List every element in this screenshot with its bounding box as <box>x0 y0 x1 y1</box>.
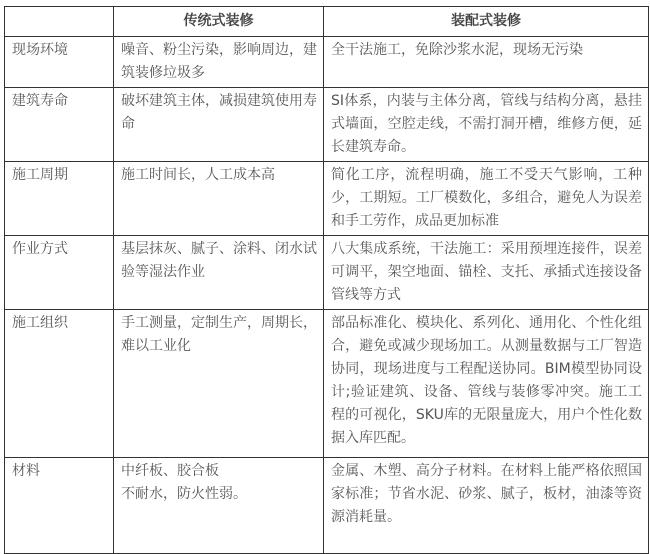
prefab-cell: 全干法施工，免除沙浆水泥，现场无污染 <box>324 37 649 88</box>
traditional-cell: 手工测量，定制生产，周期长，难以工业化 <box>114 310 324 458</box>
prefab-cell: 简化工序，流程明确，施工不受天气影响，工种少，工期短。工厂模数化，多组合，避免人为误差和手工劳作，成品更加标准 <box>324 162 649 236</box>
category-cell: 施工周期 <box>5 162 114 236</box>
header-row <box>5 7 649 37</box>
table-row <box>5 88 649 162</box>
category-cell: 作业方式 <box>5 236 114 310</box>
traditional-cell: 基层抹灰、腻子、涂料、闭水试验等湿法作业 <box>114 236 324 310</box>
category-cell: 施工组织 <box>5 310 114 458</box>
traditional-cell: 噪音、粉尘污染，影响周边，建筑装修垃圾多 <box>114 37 324 88</box>
category-cell: 材料 <box>5 458 114 554</box>
traditional-cell: 施工时间长，人工成本高 <box>114 162 324 236</box>
table-row <box>5 37 649 88</box>
header-category <box>5 7 114 37</box>
traditional-cell: 破坏建筑主体，减损建筑使用寿命 <box>114 88 324 162</box>
header-traditional: 传统式装修 <box>114 7 324 37</box>
category-cell: 建筑寿命 <box>5 88 114 162</box>
header-prefab: 装配式装修 <box>324 7 649 37</box>
prefab-cell: 金属、木塑、高分子材料。在材料上能严格依照国家标准；节省水泥、砂浆、腻子，板材，油漆等资源消耗量。 <box>324 458 649 554</box>
table-row <box>5 162 649 236</box>
table-row <box>5 236 649 310</box>
table-row <box>5 458 649 554</box>
prefab-cell: 部品标准化、模块化、系列化、通用化、个性化组合，避免或减少现场加工。从测量数据与工厂智造协同，现场进度与工程配送协同。BIM模型协同设计;验证建筑、设备、管线与装修零冲突。施工工程的可视化，SKU库的无限量庞大，用户个性化数据入库匹配。 <box>324 310 649 458</box>
traditional-cell: 中纤板、胶合板 不耐水，防火性弱。 <box>114 458 324 554</box>
prefab-cell: 八大集成系统，干法施工：采用预埋连接件，误差可调平，架空地面、锚栓、支托、承插式连接设备管线等方式 <box>324 236 649 310</box>
table-row <box>5 310 649 458</box>
comparison-table <box>4 6 649 554</box>
category-cell: 现场环境 <box>5 37 114 88</box>
prefab-cell: SI体系，内装与主体分离，管线与结构分离，悬挂式墙面，空腔走线，不需打洞开槽，维修方便，延长建筑寿命。 <box>324 88 649 162</box>
